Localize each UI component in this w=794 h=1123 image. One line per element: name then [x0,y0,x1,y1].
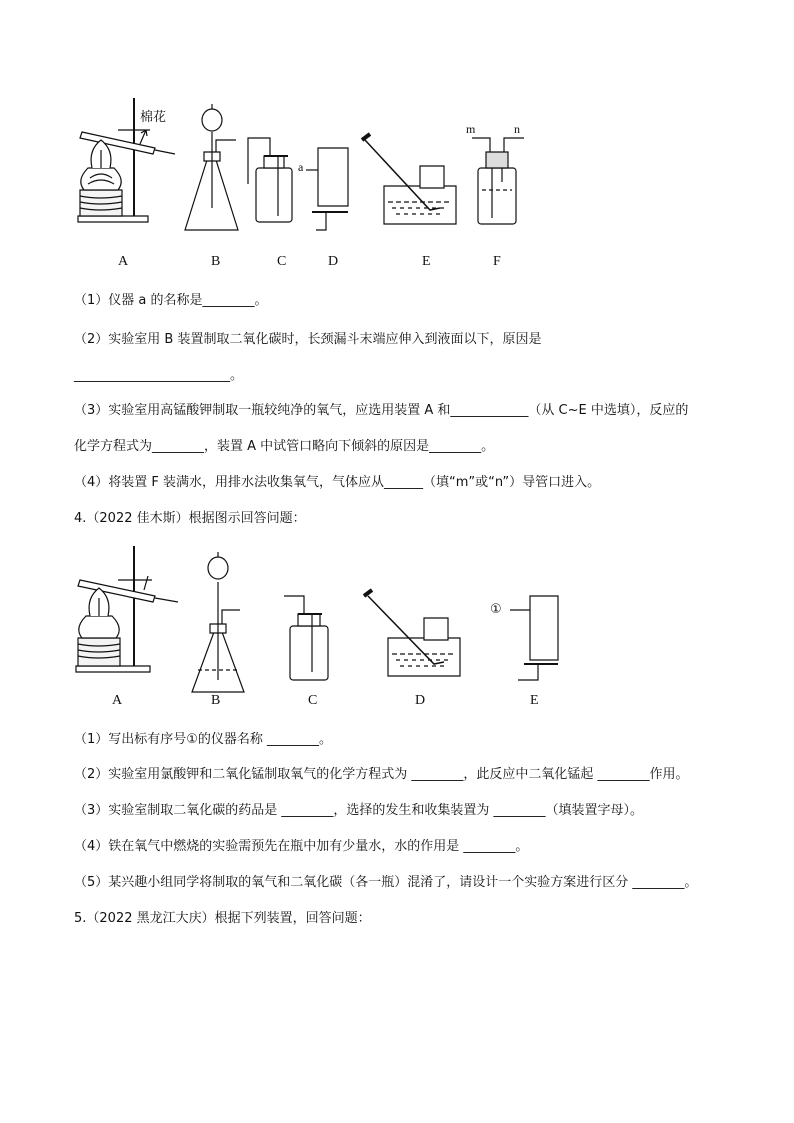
q3-line-5: 化学方程式为________，装置 A 中试管口略向下倾斜的原因是________。 [74,439,495,454]
q4-line-3: （3）实验室制取二氧化碳的药品是 ________，选择的发生和收集装置为 ________（填装置字母）。 [74,803,644,818]
figure-apparatus-1 [0,90,794,280]
q4-line-1: （1）写出标有序号①的仪器名称 ________。 [74,732,333,747]
label-n: n [514,122,520,136]
figure-apparatus-2 [0,540,794,720]
q3-line-6: （4）将装置 F 装满水，用排水法收集氧气，气体应从______（填“m”或“n”）导管口进入。 [74,475,601,490]
q3-line-3: ________________________。 [74,368,244,383]
figure1-label-A: A [118,254,129,269]
label-m: m [466,122,476,136]
figure2-label-B: B [211,693,221,708]
apparatus-diagram-1 [0,90,794,280]
q5-heading: 5.（2022 黑龙江大庆）根据下列装置，回答问题： [74,911,371,926]
figure2-label-C: C [308,693,318,708]
label-a: a [298,160,304,174]
circle-label-1: ① [490,602,502,617]
q3-line-4: （3）实验室用高锰酸钾制取一瓶较纯净的氧气，应选用装置 A 和____________（从 C~E 中选填），反应的 [74,403,689,418]
q4-line-4: （4）铁在氧气中燃烧的实验需预先在瓶中加有少量水，水的作用是 ________。 [74,839,529,854]
q4-line-2: （2）实验室用氯酸钾和二氧化锰制取氧气的化学方程式为 ________，此反应中二氧化锰起 ________作用。 [74,767,689,782]
figure1-label-F: F [493,254,501,269]
figure1-label-E: E [422,254,431,269]
figure2-label-A: A [112,693,123,708]
q4-heading: 4.（2022 佳木斯）根据图示回答问题： [74,511,306,526]
figure2-label-E: E [530,693,539,708]
q4-line-5: （5）某兴趣小组同学将制取的氧气和二氧化碳（各一瓶）混淆了，请设计一个实验方案进行区分 ________。 [74,875,698,890]
figure1-label-B: B [211,254,221,269]
q3-line-1: （1）仪器 a 的名称是________。 [74,293,268,308]
q3-line-2: （2）实验室用 B 装置制取二氧化碳时，长颈漏斗末端应伸入到液面以下，原因是 [74,332,542,347]
figure1-label-C: C [277,254,287,269]
figure2-label-D: D [415,693,426,708]
label-cotton: 棉花 [140,110,167,125]
figure1-label-D: D [328,254,339,269]
